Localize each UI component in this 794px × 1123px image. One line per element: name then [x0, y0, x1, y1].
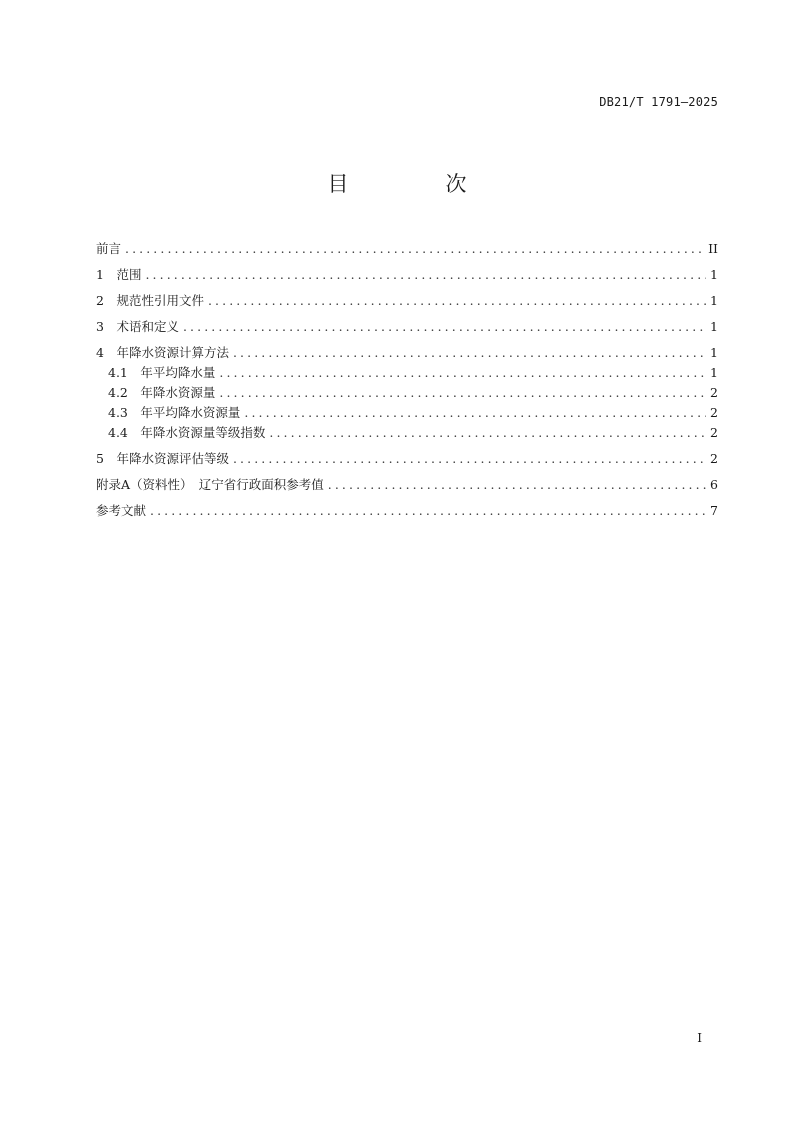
- toc-leader-dots: [150, 501, 706, 521]
- toc-leader-dots: [233, 449, 706, 469]
- toc-item-label: 年平均降水资源量: [140, 405, 241, 420]
- toc-item-number: 3: [96, 319, 117, 334]
- toc-item-label: 前言: [96, 241, 122, 256]
- toc-item-page: 1: [710, 267, 718, 282]
- toc-leader-dots: [219, 363, 706, 383]
- toc-item-number: 4.1: [108, 365, 141, 380]
- toc-leader-dots: [145, 265, 706, 285]
- toc-leader-dots: [219, 383, 706, 403]
- toc-item-page: 1: [710, 319, 718, 334]
- toc-item-appendix-a[interactable]: [96, 475, 718, 495]
- toc-leader-dots: [183, 317, 706, 337]
- toc-item-page: 1: [710, 365, 718, 380]
- toc-item-page: 2: [710, 425, 718, 440]
- toc-item-page: 2: [710, 451, 718, 466]
- page-title: 目 次: [327, 172, 505, 196]
- toc-item-normative-references[interactable]: [96, 291, 718, 311]
- toc-leader-dots: [208, 291, 706, 311]
- toc-item-number: 4: [96, 345, 117, 360]
- toc-leader-dots: [233, 343, 706, 363]
- toc-item-label: 年降水资源量: [140, 385, 216, 400]
- toc-item-4-4[interactable]: [96, 423, 718, 443]
- toc-item-page: 2: [710, 385, 718, 400]
- toc-item-label: 附录A（资料性） 辽宁省行政面积参考值: [96, 477, 324, 492]
- toc-item-label: 年降水资源评估等级: [116, 451, 229, 466]
- toc-item-page: 6: [710, 477, 718, 492]
- toc-item-label: 范围: [116, 267, 142, 282]
- toc-item-page: 1: [710, 345, 718, 360]
- toc-leader-dots: [244, 403, 706, 423]
- page-number: I: [697, 1031, 702, 1045]
- toc-leader-dots: [125, 239, 704, 259]
- toc-item-number: 1: [96, 267, 117, 282]
- toc-item-4-1[interactable]: [96, 363, 718, 383]
- toc-item-4-2[interactable]: [96, 383, 718, 403]
- toc-item-number: 4.4: [108, 425, 141, 440]
- toc-item-calculation-method[interactable]: [96, 343, 718, 363]
- toc-item-label: 年平均降水量: [140, 365, 216, 380]
- table-of-contents: [96, 239, 718, 521]
- toc-leader-dots: [328, 475, 706, 495]
- toc-item-page: 7: [710, 503, 718, 518]
- toc-item-label: 规范性引用文件: [116, 293, 204, 308]
- toc-item-page: 2: [710, 405, 718, 420]
- toc-leader-dots: [269, 423, 706, 443]
- toc-item-number: 5: [96, 451, 117, 466]
- toc-item-number: 2: [96, 293, 117, 308]
- toc-item-label: 术语和定义: [116, 319, 179, 334]
- toc-item-foreword[interactable]: [96, 239, 718, 259]
- toc-item-evaluation-grade[interactable]: [96, 449, 718, 469]
- toc-item-label: 参考文献: [96, 503, 147, 518]
- toc-item-scope[interactable]: [96, 265, 718, 285]
- toc-item-number: 4.3: [108, 405, 141, 420]
- toc-item-4-3[interactable]: [96, 403, 718, 423]
- toc-item-number: 4.2: [108, 385, 141, 400]
- toc-item-bibliography[interactable]: [96, 501, 718, 521]
- toc-item-label: 年降水资源量等级指数: [140, 425, 266, 440]
- toc-item-page: 1: [710, 293, 718, 308]
- document-code: DB21/T 1791—2025: [599, 95, 718, 109]
- toc-item-page: II: [708, 241, 718, 256]
- toc-item-label: 年降水资源计算方法: [116, 345, 229, 360]
- toc-item-terms-definitions[interactable]: [96, 317, 718, 337]
